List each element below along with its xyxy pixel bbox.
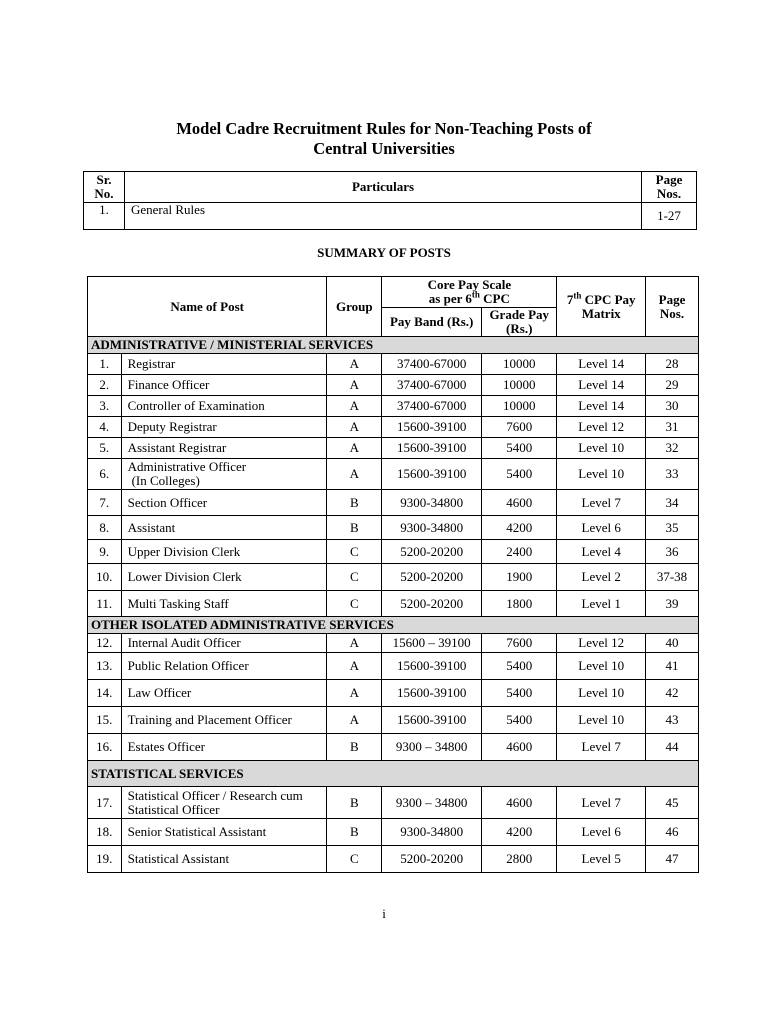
row-post-name: [121, 787, 327, 819]
row-pay-band: 37400-67000: [382, 354, 482, 375]
row-sr-no: 11.: [88, 591, 122, 617]
row-page-nos: 36: [646, 540, 699, 564]
intro-particular: General Rules: [125, 203, 642, 230]
post-name-line: Upper Division Clerk: [127, 543, 241, 559]
row-post-name: [121, 354, 327, 375]
table-row: [88, 459, 699, 490]
row-post-name: [121, 459, 327, 490]
row-page-nos: 37-38: [646, 564, 699, 591]
row-sr-no: 13.: [88, 653, 122, 680]
row-grade-pay: 5400: [482, 459, 557, 490]
row-sr-no: 15.: [88, 707, 122, 734]
row-page-nos: 43: [646, 707, 699, 734]
table-row: [88, 438, 699, 459]
row-grade-pay: 2400: [482, 540, 557, 564]
table-row: [88, 417, 699, 438]
table-row: [88, 591, 699, 617]
row-grade-pay: 4200: [482, 819, 557, 846]
core-pay-line-2: as per 6th CPC: [428, 289, 510, 306]
row-page-nos: 31: [646, 417, 699, 438]
row-post-name: [121, 680, 327, 707]
row-pay-band: 5200-20200: [382, 846, 482, 873]
table-row: [88, 516, 699, 540]
row-pay-level: Level 12: [557, 634, 646, 653]
row-pay-band: 15600-39100: [382, 680, 482, 707]
table-row: [88, 707, 699, 734]
row-group: A: [327, 459, 382, 490]
row-post-name: [121, 516, 327, 540]
row-group: B: [327, 819, 382, 846]
header-pay-band: Pay Band (Rs.): [382, 308, 482, 337]
row-grade-pay: 1900: [482, 564, 557, 591]
row-pay-band: 5200-20200: [382, 564, 482, 591]
row-sr-no: 18.: [88, 819, 122, 846]
row-post-name: [121, 819, 327, 846]
row-pay-level: Level 12: [557, 417, 646, 438]
row-group: A: [327, 438, 382, 459]
row-pay-band: 15600-39100: [382, 417, 482, 438]
row-page-nos: 34: [646, 490, 699, 516]
row-pay-level: Level 7: [557, 787, 646, 819]
row-pay-level: Level 7: [557, 734, 646, 761]
row-post-name: [121, 653, 327, 680]
row-post-name: [121, 734, 327, 761]
row-pay-level: Level 5: [557, 846, 646, 873]
row-pay-band: 9300 – 34800: [382, 787, 482, 819]
row-grade-pay: 10000: [482, 354, 557, 375]
row-grade-pay: 4600: [482, 490, 557, 516]
post-name-line: Public Relation Officer: [127, 658, 249, 673]
row-post-name: [121, 396, 327, 417]
table-row: [88, 734, 699, 761]
post-name-line: Multi Tasking Staff: [127, 595, 229, 611]
row-group: C: [327, 564, 382, 591]
post-name-line: Estates Officer: [127, 739, 205, 754]
row-pay-band: 5200-20200: [382, 540, 482, 564]
row-sr-no: 6.: [88, 459, 122, 490]
header-7th-cpc: 7th CPC Pay Matrix: [557, 277, 646, 337]
row-group: A: [327, 417, 382, 438]
row-pay-band: 37400-67000: [382, 375, 482, 396]
post-name-line-2: (In Colleges): [131, 473, 200, 488]
section-header: [88, 761, 699, 787]
row-pay-level: Level 10: [557, 653, 646, 680]
table-row: [88, 680, 699, 707]
row-page-nos: 42: [646, 680, 699, 707]
row-post-name: [121, 707, 327, 734]
row-grade-pay: 2800: [482, 846, 557, 873]
title-line-2: Central Universities: [313, 139, 455, 158]
row-grade-pay: 4600: [482, 734, 557, 761]
intro-pages: 1-27: [642, 203, 697, 230]
row-page-nos: 47: [646, 846, 699, 873]
row-sr-no: 7.: [88, 490, 122, 516]
row-grade-pay: 10000: [482, 375, 557, 396]
row-page-nos: 35: [646, 516, 699, 540]
row-post-name: [121, 846, 327, 873]
row-post-name: [121, 564, 327, 591]
row-sr-no: 10.: [88, 564, 122, 591]
row-grade-pay: 5400: [482, 653, 557, 680]
row-page-nos: 30: [646, 396, 699, 417]
row-group: C: [327, 540, 382, 564]
row-group: B: [327, 734, 382, 761]
row-sr-no: 19.: [88, 846, 122, 873]
row-grade-pay: 5400: [482, 680, 557, 707]
row-grade-pay: 5400: [482, 707, 557, 734]
row-post-name: [121, 417, 327, 438]
row-sr-no: 1.: [88, 354, 122, 375]
row-sr-no: 9.: [88, 540, 122, 564]
header-sr-no: Sr. No.: [84, 172, 125, 203]
intro-table: [83, 171, 697, 230]
row-group: B: [327, 490, 382, 516]
post-name-line: Administrative Officer: [127, 459, 247, 474]
row-page-nos: 45: [646, 787, 699, 819]
row-post-name: [121, 540, 327, 564]
section-header: [88, 617, 699, 634]
row-pay-band: 15600-39100: [382, 707, 482, 734]
row-pay-band: 15600-39100: [382, 653, 482, 680]
header-grade-pay: Grade Pay (Rs.): [482, 308, 557, 337]
post-name-line: Law Officer: [127, 685, 192, 700]
post-name-line-2: Statistical Officer: [127, 801, 220, 817]
row-pay-level: Level 2: [557, 564, 646, 591]
row-grade-pay: 4600: [482, 787, 557, 819]
row-grade-pay: 4200: [482, 516, 557, 540]
row-group: C: [327, 846, 382, 873]
row-group: A: [327, 375, 382, 396]
row-group: B: [327, 787, 382, 819]
row-pay-band: 5200-20200: [382, 591, 482, 617]
section-header: [88, 337, 699, 354]
post-name-line: Deputy Registrar: [127, 419, 217, 434]
table-row: [88, 564, 699, 591]
header-page-nos: Page Nos.: [642, 172, 697, 203]
row-group: C: [327, 591, 382, 617]
title-line-1: Model Cadre Recruitment Rules for Non-Teaching Posts of: [176, 119, 592, 138]
row-pay-level: Level 10: [557, 459, 646, 490]
row-pay-level: Level 14: [557, 354, 646, 375]
row-grade-pay: 7600: [482, 634, 557, 653]
row-post-name: [121, 438, 327, 459]
row-sr-no: 16.: [88, 734, 122, 761]
table-row: [84, 203, 697, 230]
row-post-name: [121, 375, 327, 396]
post-name-line: Statistical Officer / Research cum: [127, 787, 303, 803]
posts-table: [87, 276, 699, 873]
post-name-line: Controller of Examination: [127, 398, 265, 413]
row-sr-no: 4.: [88, 417, 122, 438]
row-sr-no: 14.: [88, 680, 122, 707]
page-number: i: [382, 906, 386, 921]
post-name-line: Finance Officer: [127, 377, 210, 392]
row-page-nos: 33: [646, 459, 699, 490]
section-title: OTHER ISOLATED ADMINISTRATIVE SERVICES: [88, 617, 699, 634]
document-title: [0, 119, 768, 159]
table-row: [88, 634, 699, 653]
row-grade-pay: 7600: [482, 417, 557, 438]
post-name-line: Lower Division Clerk: [127, 569, 242, 584]
row-sr-no: 3.: [88, 396, 122, 417]
row-pay-level: Level 10: [557, 707, 646, 734]
row-page-nos: 29: [646, 375, 699, 396]
header-particulars: Particulars: [125, 172, 642, 203]
row-page-nos: 44: [646, 734, 699, 761]
table-row: [88, 819, 699, 846]
table-row: [88, 540, 699, 564]
post-name-line: Assistant: [127, 519, 176, 535]
row-pay-band: 9300-34800: [382, 516, 482, 540]
row-sr-no: 5.: [88, 438, 122, 459]
row-sr-no: 2.: [88, 375, 122, 396]
row-pay-band: 15600 – 39100: [382, 634, 482, 653]
row-pay-band: 9300-34800: [382, 490, 482, 516]
row-group: A: [327, 707, 382, 734]
row-pay-band: 9300 – 34800: [382, 734, 482, 761]
row-group: A: [327, 354, 382, 375]
row-page-nos: 40: [646, 634, 699, 653]
table-row: [88, 787, 699, 819]
row-pay-level: Level 14: [557, 396, 646, 417]
table-row: [88, 846, 699, 873]
section-title: ADMINISTRATIVE / MINISTERIAL SERVICES: [88, 337, 699, 354]
table-row: [88, 396, 699, 417]
row-post-name: [121, 591, 327, 617]
table-row: [88, 354, 699, 375]
row-post-name: [121, 634, 327, 653]
row-pay-level: Level 10: [557, 438, 646, 459]
row-grade-pay: 5400: [482, 438, 557, 459]
section-title: STATISTICAL SERVICES: [88, 761, 699, 787]
post-name-line: Senior Statistical Assistant: [127, 824, 267, 839]
row-pay-level: Level 10: [557, 680, 646, 707]
post-name-line: Section Officer: [127, 494, 208, 510]
row-group: A: [327, 634, 382, 653]
row-page-nos: 28: [646, 354, 699, 375]
table-row: [88, 490, 699, 516]
row-sr-no: 8.: [88, 516, 122, 540]
row-pay-level: Level 6: [557, 819, 646, 846]
row-post-name: [121, 490, 327, 516]
row-pay-level: Level 6: [557, 516, 646, 540]
row-pay-band: 37400-67000: [382, 396, 482, 417]
post-name-line: Registrar: [127, 356, 176, 371]
row-pay-level: Level 7: [557, 490, 646, 516]
post-name-line: Statistical Assistant: [127, 851, 230, 866]
row-page-nos: 46: [646, 819, 699, 846]
row-pay-level: Level 14: [557, 375, 646, 396]
summary-heading: SUMMARY OF POSTS: [317, 245, 451, 260]
row-page-nos: 39: [646, 591, 699, 617]
header-group: Group: [327, 277, 382, 337]
row-sr-no: 12.: [88, 634, 122, 653]
row-pay-band: 15600-39100: [382, 459, 482, 490]
post-name-line: Assistant Registrar: [127, 440, 227, 455]
intro-sr: 1.: [84, 203, 125, 230]
row-sr-no: 17.: [88, 787, 122, 819]
posts-body: [88, 337, 699, 873]
row-pay-level: Level 4: [557, 540, 646, 564]
row-group: A: [327, 680, 382, 707]
core-pay-line-1: Core Pay Scale: [427, 277, 512, 292]
header-page-nos: Page Nos.: [646, 277, 699, 337]
table-row: [88, 375, 699, 396]
row-group: B: [327, 516, 382, 540]
post-name-line: Internal Audit Officer: [127, 635, 241, 650]
header-core-pay-scale: [382, 277, 557, 308]
row-page-nos: 41: [646, 653, 699, 680]
post-name-line: Training and Placement Officer: [127, 712, 292, 727]
row-pay-band: 15600-39100: [382, 438, 482, 459]
table-row: [88, 653, 699, 680]
row-grade-pay: 1800: [482, 591, 557, 617]
row-group: A: [327, 396, 382, 417]
row-pay-band: 9300-34800: [382, 819, 482, 846]
row-pay-level: Level 1: [557, 591, 646, 617]
row-grade-pay: 10000: [482, 396, 557, 417]
row-group: A: [327, 653, 382, 680]
header-name-of-post: Name of Post: [88, 277, 327, 337]
row-page-nos: 32: [646, 438, 699, 459]
